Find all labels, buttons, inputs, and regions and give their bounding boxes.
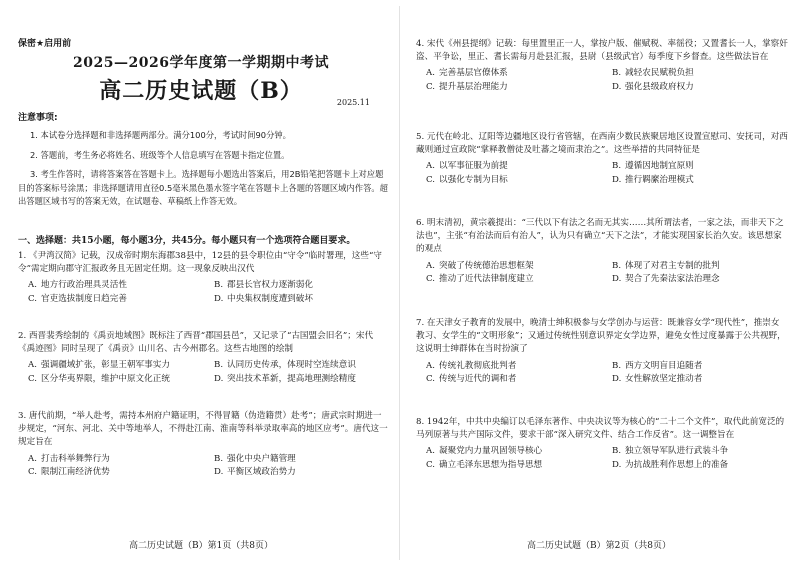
option-d[interactable] [612,81,790,95]
option-d[interactable] [214,466,392,480]
option-text: 独立领导军队进行武装斗争 [625,446,729,457]
question-stem: 6. 明末清初，黄宗羲提出：“三代以下有法之名而无其实……其所谓法者，一家之法，而非天下之法也”，主张“有治法而后有治人”，认为只有确立“天下之法”，才能实现国家长治久安。该思想家的观点 [416,218,784,255]
option-letter: D. [612,81,622,92]
option-letter: A. [28,360,37,371]
question-stem: 4. 宋代《州县提纲》记载：每里置里正一人，掌按户版、催赋税、率徭役；又置耆长一人，掌察奸盗、平争讼，里正、耆长需每月赴县汇报，县尉（县级武官）每季度下乡督查。这些做法旨在 [416,39,788,63]
option-a[interactable] [28,359,206,373]
option-letter: A. [28,453,37,464]
question-5 [416,131,788,191]
option-text: 地方行政治理具灵活性 [41,280,127,291]
option-a[interactable] [426,260,604,274]
option-b[interactable] [612,445,790,459]
option-letter: A. [426,446,435,457]
option-c[interactable] [28,373,206,387]
note-item: 3. 考生作答时，请将答案答在答题卡上。选择题每小题选出答案后，用2B铅笔把答题卡上对应题目的答案标号涂黑；非选择题请用直径0.5毫米黑色墨水签字笔在答题卡上各题的答题区域内作答。超出答题区域书写的答案无效，在试题卷、草稿纸上作答无效。 [18,169,388,206]
question-1 [18,250,390,310]
option-c[interactable] [426,373,604,387]
question-stem: 2. 西晋裴秀绘制的《禹贡地域图》既标注了西晋“郡国县邑”，又记录了“古国盟会旧名”；宋代《禹迹图》同时呈现了《禹贡》山川名、古今州郡名。这些古地图的绘制 [18,331,374,355]
option-a[interactable] [426,360,604,374]
option-letter: A. [426,360,435,371]
question-stem: 7. 在天津女子教育的发展中，晚清士绅积极参与女学创办与运营：既兼容女学“现代性”，推崇女教习、女学生的“文明形象”；又通过传统性别意识界定女学边界，避免女性过度暴露于公共视野，这说明士绅群体在当时扮演了 [416,318,786,355]
option-b[interactable] [612,260,790,274]
option-letter: C. [426,274,436,285]
option-letter: D. [214,373,224,384]
option-letter: B. [214,453,224,464]
option-text: 契合了先秦法家法治理念 [625,274,720,285]
option-letter: C. [28,373,38,384]
exam-date: 2025.11 [336,98,370,107]
option-letter: B. [612,446,622,457]
option-letter: D. [214,293,224,304]
option-c[interactable] [28,466,206,480]
option-c[interactable] [426,81,604,95]
option-letter: D. [612,374,622,385]
option-a[interactable] [28,279,206,293]
option-b[interactable] [612,67,790,81]
option-text: 完善基层官僚体系 [439,68,508,79]
option-text: 官吏选拔制度日趋完善 [41,293,127,304]
option-text: 强调疆域扩张，彰显王朝军事实力 [41,360,170,371]
option-text: 突破了传统德治思想框架 [439,260,534,271]
question-options [28,359,390,386]
question-stem: 8. 1942年，中共中央编订以毛泽东著作、中央决议等为核心的“二十二个文件”，取代此前宽泛的马列原著与共产国际文件，要求干部“深入研究文件、结合工作反省”。这一调整旨在 [416,417,785,441]
exam-title: 2025—2026学年度第一学期期中考试 [73,55,329,71]
option-text: 打击科举舞弊行为 [41,453,110,464]
question-options [426,160,788,187]
option-a[interactable] [426,67,604,81]
page-divider [399,6,400,560]
subject-title: 高二历史试题（B） [99,78,303,104]
option-letter: D. [612,459,622,470]
option-letter: D. [612,174,622,185]
option-letter: B. [612,260,622,271]
question-8 [416,416,788,476]
confidential-mark: 保密★启用前 [18,39,72,49]
option-letter: B. [214,360,224,371]
note-item: 2. 答题前，考生务必将姓名、班级等个人信息填写在答题卡指定位置。 [30,149,290,160]
page-footer: 高二历史试题（B）第2页（共8页） [526,541,672,551]
option-text: 认同历史传承，体现时空连续意识 [227,360,356,371]
option-d[interactable] [214,293,392,307]
question-2 [18,330,390,390]
option-text: 推动了近代法律制度建立 [439,274,534,285]
option-b[interactable] [214,453,392,467]
option-text: 推行羁縻治理模式 [625,174,694,185]
option-a[interactable] [426,160,604,174]
question-options [426,445,788,472]
option-text: 强化县级政府权力 [625,81,694,92]
question-options [426,360,788,387]
option-letter: A. [426,68,435,79]
option-b[interactable] [214,279,392,293]
option-text: 减轻农民赋税负担 [625,68,694,79]
option-d[interactable] [612,273,790,287]
option-letter: A. [426,161,435,172]
question-6 [416,217,788,291]
option-text: 提升基层治理能力 [439,81,508,92]
option-c[interactable] [28,293,206,307]
option-text: 传统与近代的调和者 [439,374,517,385]
notes-heading: 注意事项: [18,113,58,123]
option-letter: B. [612,68,622,79]
exam-page-2 [404,0,794,566]
option-b[interactable] [214,359,392,373]
question-7 [416,317,788,391]
option-letter: C. [426,174,436,185]
option-d[interactable] [612,373,790,387]
option-text: 平衡区域政治势力 [227,467,296,478]
question-options [28,453,390,480]
option-d[interactable] [214,373,392,387]
note-item: 1. 本试卷分选择题和非选择题两部分。满分100分，考试时间90分钟。 [30,130,291,140]
option-b[interactable] [612,360,790,374]
option-a[interactable] [28,453,206,467]
option-d[interactable] [612,459,790,473]
page-footer: 高二历史试题（B）第1页（共8页） [128,541,274,551]
question-stem: 5. 元代在岭北、辽阳等边疆地区设行省管辖，在西南少数民族聚居地区设置宣慰司、安抚司，对西藏则通过宣政院“掌释教僧徒及吐蕃之境而隶治之”。这些举措的共同特征是 [416,132,788,156]
option-text: 体现了对君主专制的批判 [625,260,720,271]
option-text: 传统礼教彻底批判者 [439,360,517,371]
option-b[interactable] [612,160,790,174]
option-text: 以军事征服为前提 [439,161,508,172]
option-text: 区分华夷界限，维护中原文化正统 [41,373,170,384]
option-letter: B. [612,360,622,371]
section-choice [18,233,390,248]
option-letter: B. [612,161,622,172]
option-text: 中央集权制度遭到破坏 [227,293,313,304]
option-letter: C. [426,374,436,385]
option-c[interactable] [426,273,604,287]
option-letter: C. [28,467,38,478]
option-letter: C. [28,293,38,304]
question-3 [18,410,390,484]
option-letter: A. [28,280,37,291]
option-text: 女性解放坚定推动者 [625,374,703,385]
notes-section [18,112,390,215]
option-letter: B. [214,280,224,291]
option-d[interactable] [612,174,790,188]
option-letter: D. [612,274,622,285]
question-stem: 3. 唐代前期，“举人赴考，需持本州府户籍证明，不得冒籍（伪造籍贯）赴考”；唐武宗时期进一步规定，“河东、河北、关中等地举人，不得赴江南、淮南等科举录取率高的地区应考”。唐代这一规定旨在 [18,411,388,448]
option-letter: C. [426,81,436,92]
option-text: 限制江南经济优势 [41,467,110,478]
option-c[interactable] [426,174,604,188]
option-text: 强化中央户籍管理 [227,453,296,464]
question-4 [416,38,788,98]
option-a[interactable] [426,445,604,459]
option-text: 郡县长官权力逐渐弱化 [227,280,313,291]
option-text: 凝聚党内力量巩固领导核心 [439,446,543,457]
question-options [28,279,390,306]
section-heading: 一、选择题：共15小题，每小题3分，共45分。每小题只有一个选项符合题目要求。 [18,236,356,246]
question-options [426,67,788,94]
question-stem: 1. 《尹湾汉简》记载，汉成帝时期东海郡38县中，12县的县令职位由“守令”临时署理，这些“守令”需定期向郡守汇报政务且无固定任期。这一现象反映出汉代 [18,251,382,275]
exam-page-1 [6,0,396,566]
option-c[interactable] [426,459,604,473]
option-text: 遵循因地制宜原则 [625,161,694,172]
option-text: 以强化专制为目标 [439,174,508,185]
option-letter: C. [426,459,436,470]
option-text: 为抗战胜利作思想上的准备 [625,459,729,470]
option-letter: A. [426,260,435,271]
option-text: 突出技术革新，提高地理测绘精度 [227,373,356,384]
question-options [426,260,788,287]
option-text: 西方文明盲目追随者 [625,360,703,371]
option-letter: D. [214,467,224,478]
option-text: 确立毛泽东思想为指导思想 [439,459,543,470]
